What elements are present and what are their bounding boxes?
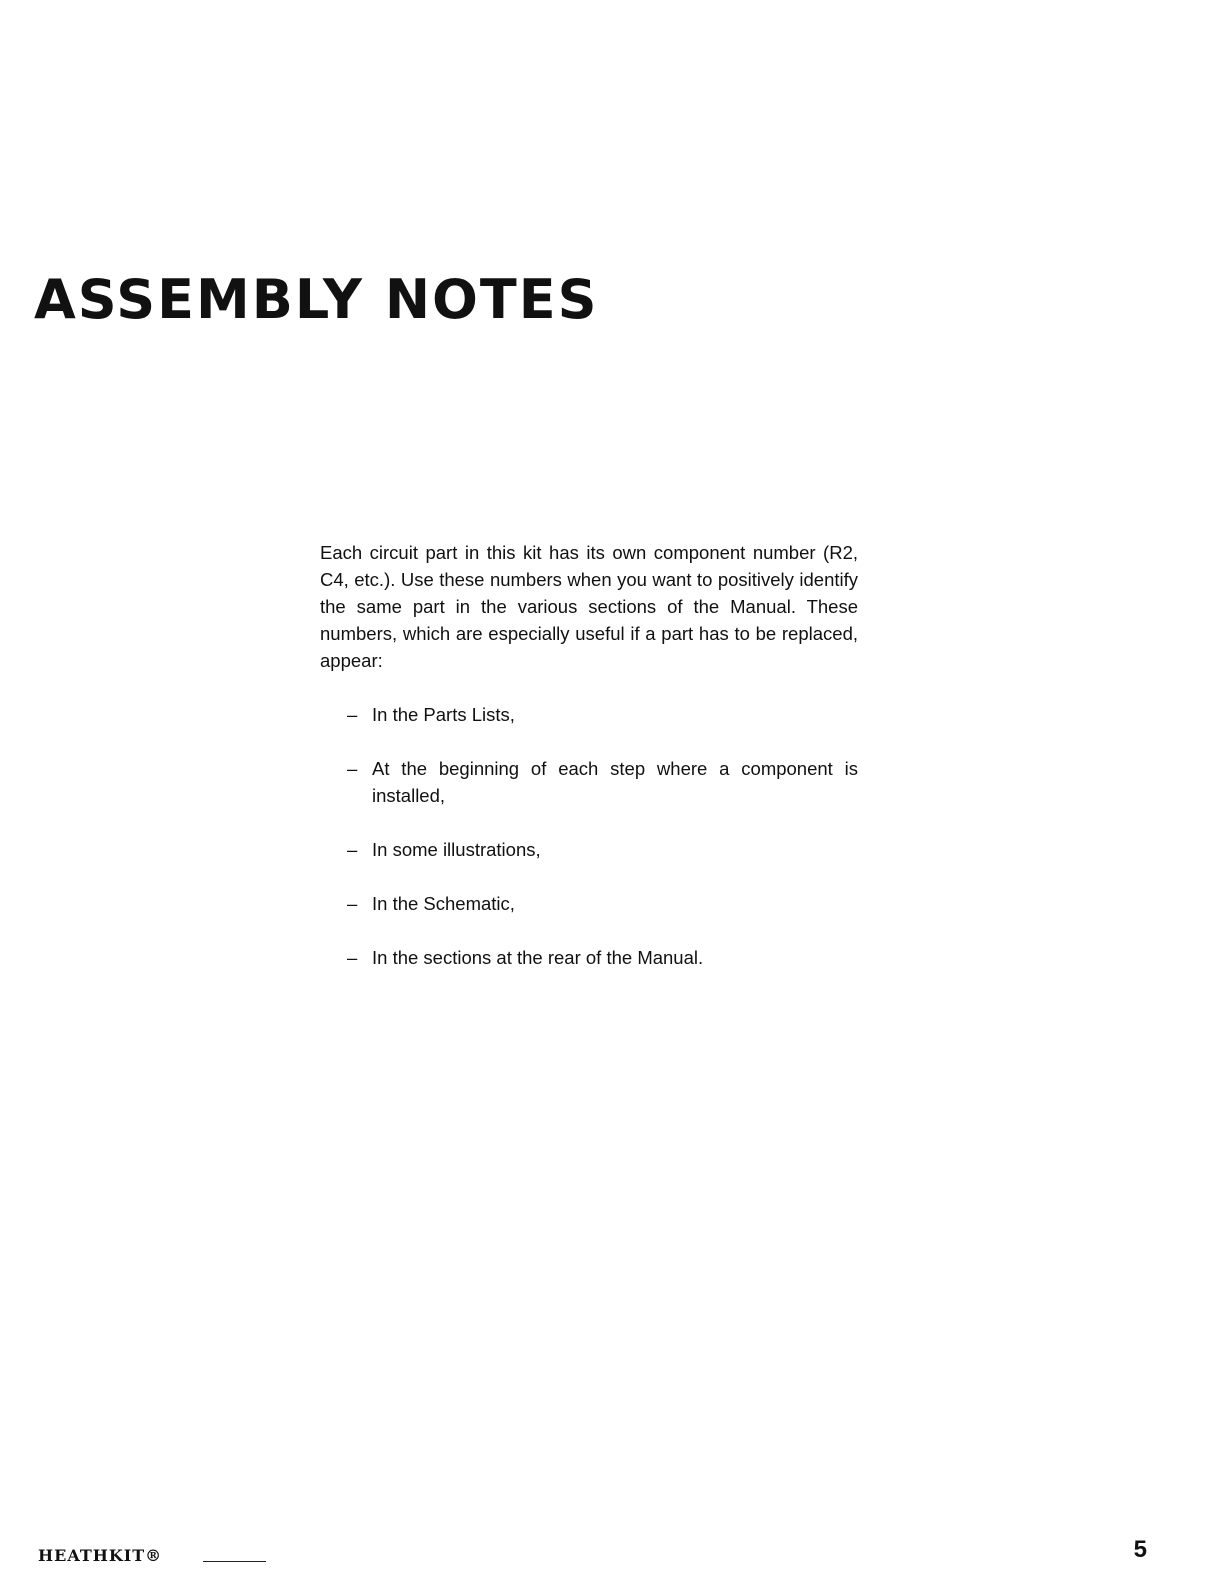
- list-item-text: In the Schematic,: [372, 893, 515, 914]
- list-item: [320, 701, 858, 728]
- list-item: [320, 836, 858, 863]
- footer-brand: [38, 1542, 266, 1572]
- list-item-text: In some illustrations,: [372, 839, 541, 860]
- page-number: 5: [1133, 1536, 1147, 1563]
- list-item: [320, 890, 858, 917]
- dash-bullet: –: [347, 893, 358, 914]
- heathkit-logo: HEATHKIT®: [38, 1546, 163, 1565]
- intro-paragraph: Each circuit part in this kit has its own component number (R2, C4, etc.). Use these numbers when you want to positively identify the same part in the various sections of the Manual. These numbers, which are especially useful if a part has to be replaced, appear:: [320, 542, 858, 671]
- list-item-text: In the Parts Lists,: [372, 704, 515, 725]
- list-item-text: At the beginning of each step where a component is installed,: [372, 758, 858, 806]
- component-number-locations-list: [320, 701, 858, 971]
- dash-bullet: –: [347, 758, 358, 779]
- page-title: ASSEMBLY NOTES: [34, 268, 599, 331]
- list-item: [320, 755, 858, 809]
- dash-bullet: –: [347, 947, 358, 968]
- dash-bullet: –: [347, 839, 358, 860]
- assembly-notes-body: [320, 539, 858, 998]
- list-item-text: In the sections at the rear of the Manual.: [372, 947, 704, 968]
- list-item: [320, 944, 858, 971]
- footer-rule: [203, 1561, 266, 1562]
- dash-bullet: –: [347, 704, 358, 725]
